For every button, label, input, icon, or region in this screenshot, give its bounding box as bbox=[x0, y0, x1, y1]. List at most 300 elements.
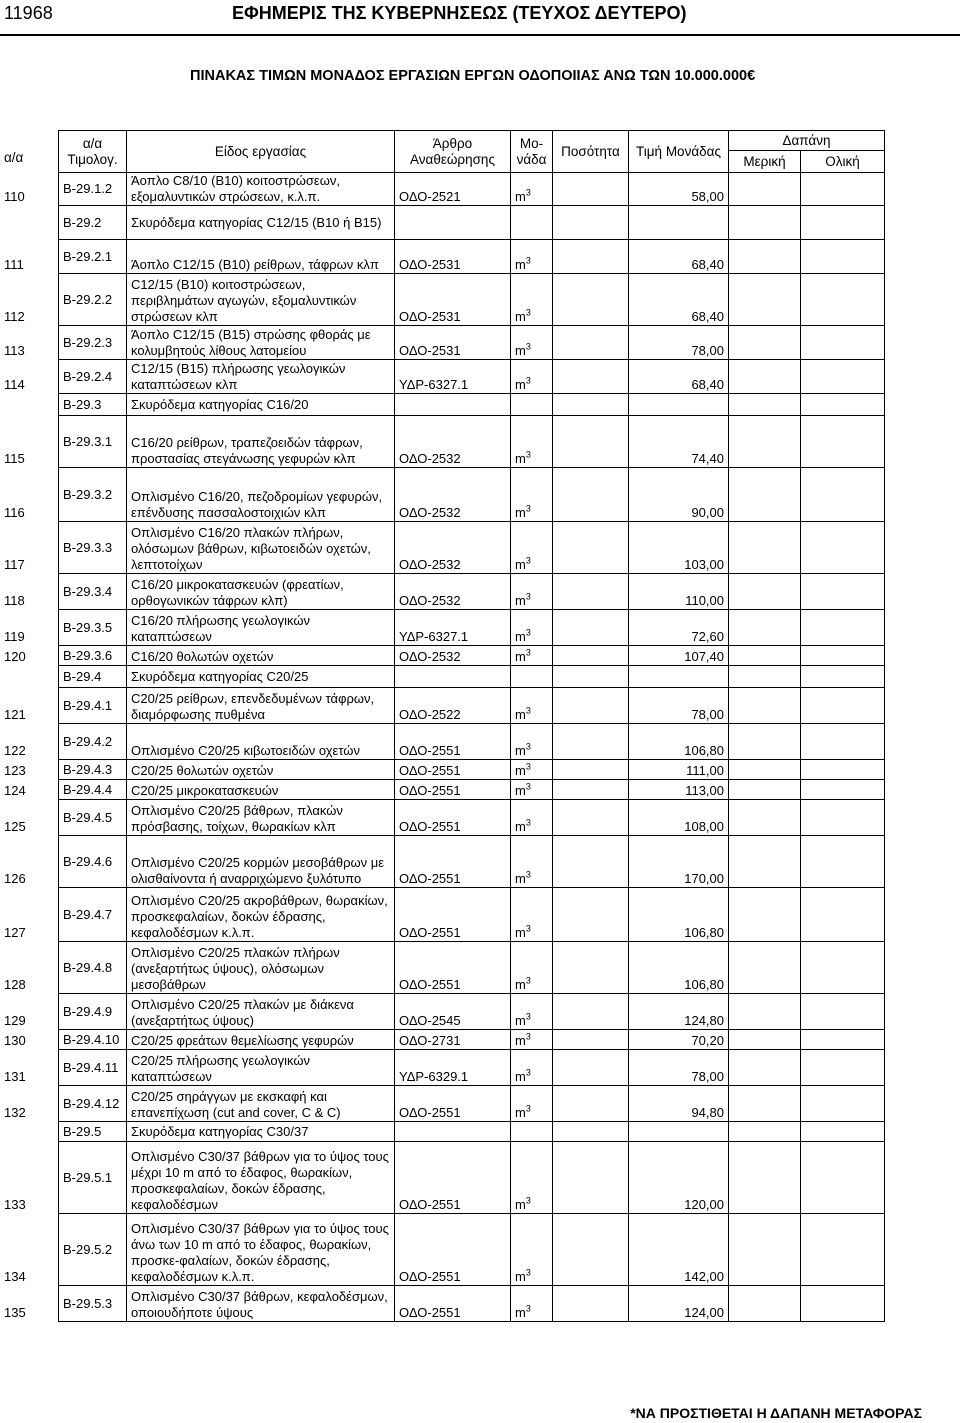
row-unit bbox=[511, 688, 553, 724]
row-code: Β-29.5.3 bbox=[59, 1286, 127, 1322]
unit-base: m bbox=[515, 593, 526, 608]
row-unit bbox=[511, 274, 553, 326]
row-cost-total bbox=[801, 206, 885, 240]
row-unit bbox=[511, 610, 553, 646]
row-aa: 122 bbox=[4, 742, 26, 758]
unit-exponent: 3 bbox=[525, 503, 531, 514]
row-price: 68,40 bbox=[629, 274, 729, 326]
aa-column-header: α/α bbox=[4, 150, 24, 165]
page-header bbox=[0, 0, 960, 30]
row-quantity bbox=[553, 610, 629, 646]
row-unit bbox=[511, 836, 553, 888]
row-cost-total bbox=[801, 522, 885, 574]
row-article: ΟΔΟ-2531 bbox=[395, 326, 511, 360]
unit-base: m bbox=[515, 343, 526, 358]
row-article: ΟΔΟ-2551 bbox=[395, 1142, 511, 1214]
row-article: ΟΔΟ-2532 bbox=[395, 468, 511, 522]
row-cost-total bbox=[801, 646, 885, 666]
unit-base: m bbox=[515, 557, 526, 572]
row-description: Οπλισμένο C20/25 κιβωτοειδών οχετών bbox=[127, 724, 395, 760]
row-cost-partial bbox=[729, 724, 801, 760]
row-aa: 132 bbox=[4, 1104, 26, 1120]
unit-exponent: 3 bbox=[525, 781, 531, 792]
qty-header: Ποσότητα bbox=[553, 131, 629, 173]
row-description: Σκυρόδεμα κατηγορίας C12/15 (Β10 ή Β15) bbox=[127, 206, 395, 240]
row-code: Β-29.2 bbox=[59, 206, 127, 240]
row-price: 170,00 bbox=[629, 836, 729, 888]
row-quantity bbox=[553, 800, 629, 836]
row-code: Β-29.4.3 bbox=[59, 760, 127, 780]
row-aa: 110 bbox=[4, 188, 25, 204]
row-quantity bbox=[553, 274, 629, 326]
row-price bbox=[629, 206, 729, 240]
row-aa: 134 bbox=[4, 1268, 26, 1284]
header-rule bbox=[0, 34, 960, 36]
row-aa: 113 bbox=[4, 342, 25, 358]
row-price: 108,00 bbox=[629, 800, 729, 836]
row-price: 142,00 bbox=[629, 1214, 729, 1286]
row-price: 106,80 bbox=[629, 724, 729, 760]
table-row bbox=[50, 1086, 885, 1122]
row-description: C20/25 ρείθρων, επενδεδυμένων τάφρων, διαμόρφωσης πυθμένα bbox=[127, 688, 395, 724]
gazette-title: ΕΦΗΜΕΡΙΣ ΤΗΣ ΚΥΒΕΡΝΗΣΕΩΣ (ΤΕΥΧΟΣ ΔΕΥΤΕΡΟ) bbox=[232, 3, 687, 23]
row-quantity bbox=[553, 836, 629, 888]
row-aa: 111 bbox=[4, 256, 24, 272]
row-aa: 121 bbox=[4, 706, 26, 722]
category-row bbox=[50, 206, 885, 240]
row-cost-partial bbox=[729, 1122, 801, 1142]
row-cost-partial bbox=[729, 836, 801, 888]
table-row bbox=[50, 360, 885, 394]
row-code: Β-29.4.4 bbox=[59, 780, 127, 800]
table-row bbox=[50, 416, 885, 468]
row-price: 70,20 bbox=[629, 1030, 729, 1050]
unit-exponent: 3 bbox=[525, 1103, 531, 1114]
unit-base: m bbox=[515, 1105, 526, 1120]
row-unit bbox=[511, 760, 553, 780]
row-unit bbox=[511, 724, 553, 760]
unit-exponent: 3 bbox=[525, 627, 531, 638]
row-price: 120,00 bbox=[629, 1142, 729, 1214]
row-quantity bbox=[553, 888, 629, 942]
unit-exponent: 3 bbox=[525, 1195, 531, 1206]
row-unit bbox=[511, 394, 553, 416]
unit-exponent: 3 bbox=[525, 1011, 531, 1022]
table-row bbox=[50, 942, 885, 994]
row-article: ΟΔΟ-2531 bbox=[395, 274, 511, 326]
row-aa: 129 bbox=[4, 1012, 26, 1028]
row-aa: 123 bbox=[4, 762, 26, 778]
row-description: C16/20 πλήρωσης γεωλογικών καταπτώσεων bbox=[127, 610, 395, 646]
row-unit bbox=[511, 326, 553, 360]
unit-base: m bbox=[515, 505, 526, 520]
row-price: 74,40 bbox=[629, 416, 729, 468]
category-row bbox=[50, 666, 885, 688]
row-cost-partial bbox=[729, 1030, 801, 1050]
row-price: 106,80 bbox=[629, 942, 729, 994]
row-cost-partial bbox=[729, 1214, 801, 1286]
row-aa: 115 bbox=[4, 450, 25, 466]
row-quantity bbox=[553, 1214, 629, 1286]
row-code: Β-29.3.4 bbox=[59, 574, 127, 610]
unit-base: m bbox=[515, 871, 526, 886]
row-unit bbox=[511, 888, 553, 942]
row-unit bbox=[511, 1214, 553, 1286]
unit-exponent: 3 bbox=[525, 1267, 531, 1278]
unit-header: Μο-νάδα bbox=[511, 131, 553, 173]
unit-exponent: 3 bbox=[525, 741, 531, 752]
row-code: Β-29.1.2 bbox=[59, 173, 127, 206]
row-quantity bbox=[553, 942, 629, 994]
row-cost-partial bbox=[729, 1286, 801, 1322]
row-article: ΟΔΟ-2731 bbox=[395, 1030, 511, 1050]
row-price: 78,00 bbox=[629, 326, 729, 360]
row-price: 68,40 bbox=[629, 360, 729, 394]
row-article: ΟΔΟ-2545 bbox=[395, 994, 511, 1030]
table-row bbox=[50, 646, 885, 666]
row-unit bbox=[511, 942, 553, 994]
unit-base: m bbox=[515, 189, 526, 204]
row-description: Άοπλο C8/10 (Β10) κοιτοστρώσεων, εξομαλυντικών στρώσεων, κ.λ.π. bbox=[127, 173, 395, 206]
row-cost-total bbox=[801, 1050, 885, 1086]
row-aa: 128 bbox=[4, 976, 26, 992]
unit-base: m bbox=[515, 783, 526, 798]
row-code: Β-29.4.7 bbox=[59, 888, 127, 942]
row-cost-total bbox=[801, 666, 885, 688]
row-code: Β-29.3.1 bbox=[59, 416, 127, 468]
row-price: 124,80 bbox=[629, 994, 729, 1030]
table-row bbox=[50, 1214, 885, 1286]
row-unit bbox=[511, 1286, 553, 1322]
row-cost-total bbox=[801, 888, 885, 942]
row-aa: 130 bbox=[4, 1032, 26, 1048]
row-price: 111,00 bbox=[629, 760, 729, 780]
unit-base: m bbox=[515, 1197, 526, 1212]
row-price bbox=[629, 1122, 729, 1142]
unit-base: m bbox=[515, 1013, 526, 1028]
row-cost-total bbox=[801, 836, 885, 888]
row-article: ΥΔΡ-6329.1 bbox=[395, 1050, 511, 1086]
unit-base: m bbox=[515, 649, 526, 664]
row-unit bbox=[511, 522, 553, 574]
row-quantity bbox=[553, 240, 629, 274]
row-cost-total bbox=[801, 574, 885, 610]
row-cost-partial bbox=[729, 274, 801, 326]
row-description: Οπλισμένο C20/25 ακροβάθρων, θωρακίων, προσκεφαλαίων, δοκών έδρασης, κεφαλοδέσμων κ.λ.π. bbox=[127, 888, 395, 942]
unit-exponent: 3 bbox=[525, 1303, 531, 1314]
row-cost-total bbox=[801, 780, 885, 800]
row-unit bbox=[511, 206, 553, 240]
row-cost-total bbox=[801, 360, 885, 394]
row-cost-partial bbox=[729, 1050, 801, 1086]
row-cost-total bbox=[801, 468, 885, 522]
row-cost-partial bbox=[729, 360, 801, 394]
row-article bbox=[395, 1122, 511, 1142]
row-description: Οπλισμένο C16/20 πλακών πλήρων, ολόσωμων βάθρων, κιβωτοειδών οχετών, λεπτοτοίχων bbox=[127, 522, 395, 574]
row-aa: 119 bbox=[4, 628, 25, 644]
unit-exponent: 3 bbox=[525, 1031, 531, 1042]
unit-base: m bbox=[515, 977, 526, 992]
aa-cat-header: α/α Τιμολογ. bbox=[59, 131, 127, 173]
table-row bbox=[50, 800, 885, 836]
row-quantity bbox=[553, 206, 629, 240]
unit-exponent: 3 bbox=[525, 307, 531, 318]
row-code: Β-29.4.8 bbox=[59, 942, 127, 994]
row-price bbox=[629, 394, 729, 416]
cost-header: Δαπάνη bbox=[729, 131, 885, 151]
row-article: ΟΔΟ-2551 bbox=[395, 800, 511, 836]
row-quantity bbox=[553, 646, 629, 666]
row-cost-total bbox=[801, 942, 885, 994]
row-cost-partial bbox=[729, 574, 801, 610]
table-row bbox=[50, 240, 885, 274]
row-price: 58,00 bbox=[629, 173, 729, 206]
row-unit bbox=[511, 666, 553, 688]
row-cost-partial bbox=[729, 394, 801, 416]
row-cost-partial bbox=[729, 1086, 801, 1122]
unit-exponent: 3 bbox=[525, 975, 531, 986]
row-code: Β-29.2.2 bbox=[59, 274, 127, 326]
row-aa: 116 bbox=[4, 504, 25, 520]
unit-exponent: 3 bbox=[525, 869, 531, 880]
row-description: Οπλισμένο C20/25 βάθρων, πλακών πρόσβασης, τοίχων, θωρακίων κλπ bbox=[127, 800, 395, 836]
unit-exponent: 3 bbox=[525, 761, 531, 772]
row-aa: 126 bbox=[4, 870, 26, 886]
unit-exponent: 3 bbox=[525, 449, 531, 460]
row-description: C12/15 (Β10) κοιτοστρώσεων, περιβλημάτων αγωγών, εξομαλυντικών στρώσεων κλπ bbox=[127, 274, 395, 326]
row-code: Β-29.4.10 bbox=[59, 1030, 127, 1050]
row-price: 110,00 bbox=[629, 574, 729, 610]
row-code: Β-29.3.3 bbox=[59, 522, 127, 574]
row-cost-partial bbox=[729, 688, 801, 724]
row-cost-total bbox=[801, 1030, 885, 1050]
row-cost-partial bbox=[729, 942, 801, 994]
table-row bbox=[50, 326, 885, 360]
row-cost-total bbox=[801, 173, 885, 206]
row-unit bbox=[511, 780, 553, 800]
table-row bbox=[50, 994, 885, 1030]
row-aa: 118 bbox=[4, 592, 25, 608]
row-article: ΟΔΟ-2551 bbox=[395, 780, 511, 800]
row-quantity bbox=[553, 994, 629, 1030]
row-quantity bbox=[553, 1122, 629, 1142]
row-cost-total bbox=[801, 1086, 885, 1122]
price-table bbox=[4, 130, 885, 1322]
table-row bbox=[50, 760, 885, 780]
row-cost-total bbox=[801, 610, 885, 646]
row-description: Σκυρόδεμα κατηγορίας C30/37 bbox=[127, 1122, 395, 1142]
row-description: C20/25 πλήρωσης γεωλογικών καταπτώσεων bbox=[127, 1050, 395, 1086]
unit-base: m bbox=[515, 925, 526, 940]
row-aa: 120 bbox=[4, 648, 26, 664]
price-header: Τιμή Μονάδας bbox=[629, 131, 729, 173]
table-row bbox=[50, 1286, 885, 1322]
row-description: Οπλισμένο C20/25 κορμών μεσοβάθρων με ολισθαίνοντα ή αναρριχώμενο ξυλότυπο bbox=[127, 836, 395, 888]
unit-exponent: 3 bbox=[525, 187, 531, 198]
row-code: Β-29.3.6 bbox=[59, 646, 127, 666]
row-description: C16/20 ρείθρων, τραπεζοειδών τάφρων, προστασίας στεγάνωσης γεφυρών κλπ bbox=[127, 416, 395, 468]
row-cost-partial bbox=[729, 468, 801, 522]
row-quantity bbox=[553, 760, 629, 780]
unit-exponent: 3 bbox=[525, 375, 531, 386]
table-row bbox=[50, 574, 885, 610]
unit-exponent: 3 bbox=[525, 555, 531, 566]
row-cost-partial bbox=[729, 760, 801, 780]
row-unit bbox=[511, 360, 553, 394]
category-row bbox=[50, 394, 885, 416]
row-article: ΟΔΟ-2551 bbox=[395, 1286, 511, 1322]
cost-partial-header: Μερική bbox=[729, 151, 801, 173]
table-row bbox=[50, 1030, 885, 1050]
row-cost-total bbox=[801, 1142, 885, 1214]
row-price: 72,60 bbox=[629, 610, 729, 646]
row-article: ΟΔΟ-2551 bbox=[395, 836, 511, 888]
article-header: Άρθρο Αναθεώρησης bbox=[395, 131, 511, 173]
row-article: ΟΔΟ-2551 bbox=[395, 1086, 511, 1122]
category-row bbox=[50, 1122, 885, 1142]
row-article: ΥΔΡ-6327.1 bbox=[395, 360, 511, 394]
row-cost-partial bbox=[729, 416, 801, 468]
row-description: Οπλισμένο C16/20, πεζοδρομίων γεφυρών, επένδυσης πασσαλοστοιχιών κλπ bbox=[127, 468, 395, 522]
unit-base: m bbox=[515, 1069, 526, 1084]
table-row bbox=[50, 836, 885, 888]
row-description: Οπλισμένο C30/37 βάθρων, κεφαλοδέσμων, οποιουδήποτε ύψους bbox=[127, 1286, 395, 1322]
row-description: Οπλισμένο C20/25 πλακών πλήρων (ανεξαρτήτως ύψους), ολόσωμων μεσοβάθρων bbox=[127, 942, 395, 994]
row-cost-total bbox=[801, 394, 885, 416]
row-description: Σκυρόδεμα κατηγορίας C16/20 bbox=[127, 394, 395, 416]
unit-exponent: 3 bbox=[525, 647, 531, 658]
row-cost-total bbox=[801, 274, 885, 326]
row-cost-partial bbox=[729, 326, 801, 360]
row-article: ΟΔΟ-2551 bbox=[395, 1214, 511, 1286]
row-description: C20/25 μικροκατασκευών bbox=[127, 780, 395, 800]
row-description: C16/20 μικροκατασκευών (φρεατίων, ορθογωνικών τάφρων κλπ) bbox=[127, 574, 395, 610]
row-unit bbox=[511, 800, 553, 836]
row-article: ΟΔΟ-2532 bbox=[395, 522, 511, 574]
row-code: Β-29.4.12 bbox=[59, 1086, 127, 1122]
row-code: Β-29.2.4 bbox=[59, 360, 127, 394]
unit-exponent: 3 bbox=[525, 255, 531, 266]
row-cost-partial bbox=[729, 780, 801, 800]
row-description: Οπλισμένο C30/37 βάθρων για το ύψος τους άνω των 10 m από το έδαφος, θωρακίων, προσκε-φαλαίων, δοκών έδρασης, κεφαλοδέσμων κ.λ.π. bbox=[127, 1214, 395, 1286]
cost-total-header: Ολική bbox=[801, 151, 885, 173]
row-price: 94,80 bbox=[629, 1086, 729, 1122]
row-quantity bbox=[553, 574, 629, 610]
row-aa: 135 bbox=[4, 1304, 26, 1320]
row-unit bbox=[511, 1030, 553, 1050]
row-quantity bbox=[553, 724, 629, 760]
table-row bbox=[50, 724, 885, 760]
row-code: Β-29.3.5 bbox=[59, 610, 127, 646]
row-cost-total bbox=[801, 994, 885, 1030]
row-cost-total bbox=[801, 760, 885, 780]
unit-base: m bbox=[515, 707, 526, 722]
row-quantity bbox=[553, 173, 629, 206]
unit-exponent: 3 bbox=[525, 705, 531, 716]
row-cost-total bbox=[801, 416, 885, 468]
row-price: 78,00 bbox=[629, 1050, 729, 1086]
row-unit bbox=[511, 240, 553, 274]
row-article: ΟΔΟ-2551 bbox=[395, 724, 511, 760]
row-cost-partial bbox=[729, 610, 801, 646]
row-code: Β-29.4.9 bbox=[59, 994, 127, 1030]
row-aa: 114 bbox=[4, 376, 25, 392]
table-row bbox=[50, 522, 885, 574]
row-price: 78,00 bbox=[629, 688, 729, 724]
row-description: C20/25 θολωτών οχετών bbox=[127, 760, 395, 780]
row-code: Β-29.4.5 bbox=[59, 800, 127, 836]
row-cost-total bbox=[801, 1122, 885, 1142]
row-price: 90,00 bbox=[629, 468, 729, 522]
row-description: C12/15 (Β15) πλήρωσης γεωλογικών καταπτώσεων κλπ bbox=[127, 360, 395, 394]
table-row bbox=[50, 468, 885, 522]
row-quantity bbox=[553, 468, 629, 522]
row-code: Β-29.4.11 bbox=[59, 1050, 127, 1086]
row-code: Β-29.4.6 bbox=[59, 836, 127, 888]
row-quantity bbox=[553, 1286, 629, 1322]
row-unit bbox=[511, 994, 553, 1030]
page-number: 11968 bbox=[4, 3, 53, 23]
row-price bbox=[629, 666, 729, 688]
row-unit bbox=[511, 1142, 553, 1214]
row-description: C20/25 σηράγγων με εκσκαφή και επανεπίχωση (cut and cover, C & C) bbox=[127, 1086, 395, 1122]
row-unit bbox=[511, 1086, 553, 1122]
row-aa: 125 bbox=[4, 818, 26, 834]
unit-base: m bbox=[515, 743, 526, 758]
row-price: 68,40 bbox=[629, 240, 729, 274]
row-cost-partial bbox=[729, 646, 801, 666]
row-quantity bbox=[553, 1050, 629, 1086]
row-code: Β-29.4.2 bbox=[59, 724, 127, 760]
row-description: Οπλισμένο C30/37 βάθρων για το ύψος τους μέχρι 10 m από το έδαφος, θωρακίων, προσκεφαλαίων, δοκών έδρασης, κεφαλοδέσμων bbox=[127, 1142, 395, 1214]
row-article: ΟΔΟ-2521 bbox=[395, 173, 511, 206]
table-row bbox=[50, 780, 885, 800]
unit-base: m bbox=[515, 1033, 526, 1048]
row-cost-partial bbox=[729, 666, 801, 688]
unit-base: m bbox=[515, 1269, 526, 1284]
row-aa: 133 bbox=[4, 1196, 26, 1212]
row-cost-partial bbox=[729, 240, 801, 274]
row-cost-partial bbox=[729, 1142, 801, 1214]
row-quantity bbox=[553, 326, 629, 360]
row-unit bbox=[511, 416, 553, 468]
row-code: Β-29.5 bbox=[59, 1122, 127, 1142]
row-unit bbox=[511, 173, 553, 206]
unit-exponent: 3 bbox=[525, 341, 531, 352]
row-cost-partial bbox=[729, 173, 801, 206]
row-cost-total bbox=[801, 724, 885, 760]
unit-exponent: 3 bbox=[525, 817, 531, 828]
row-article: ΟΔΟ-2551 bbox=[395, 888, 511, 942]
document-title: ΠΙΝΑΚΑΣ ΤΙΜΩΝ ΜΟΝΑΔΟΣ ΕΡΓΑΣΙΩΝ ΕΡΓΩΝ ΟΔΟΠΟΙΙΑΣ ΑΝΩ ΤΩΝ 10.000.000€ bbox=[190, 68, 756, 84]
row-cost-partial bbox=[729, 800, 801, 836]
unit-exponent: 3 bbox=[525, 1067, 531, 1078]
row-price: 107,40 bbox=[629, 646, 729, 666]
row-quantity bbox=[553, 394, 629, 416]
row-article bbox=[395, 206, 511, 240]
row-code: Β-29.3.2 bbox=[59, 468, 127, 522]
table-row bbox=[50, 274, 885, 326]
row-description: Σκυρόδεμα κατηγορίας C20/25 bbox=[127, 666, 395, 688]
row-cost-total bbox=[801, 326, 885, 360]
unit-base: m bbox=[515, 451, 526, 466]
row-aa: 124 bbox=[4, 782, 26, 798]
row-quantity bbox=[553, 1030, 629, 1050]
row-unit bbox=[511, 646, 553, 666]
row-code: Β-29.5.2 bbox=[59, 1214, 127, 1286]
row-aa: 131 bbox=[4, 1068, 26, 1084]
row-description: C16/20 θολωτών οχετών bbox=[127, 646, 395, 666]
